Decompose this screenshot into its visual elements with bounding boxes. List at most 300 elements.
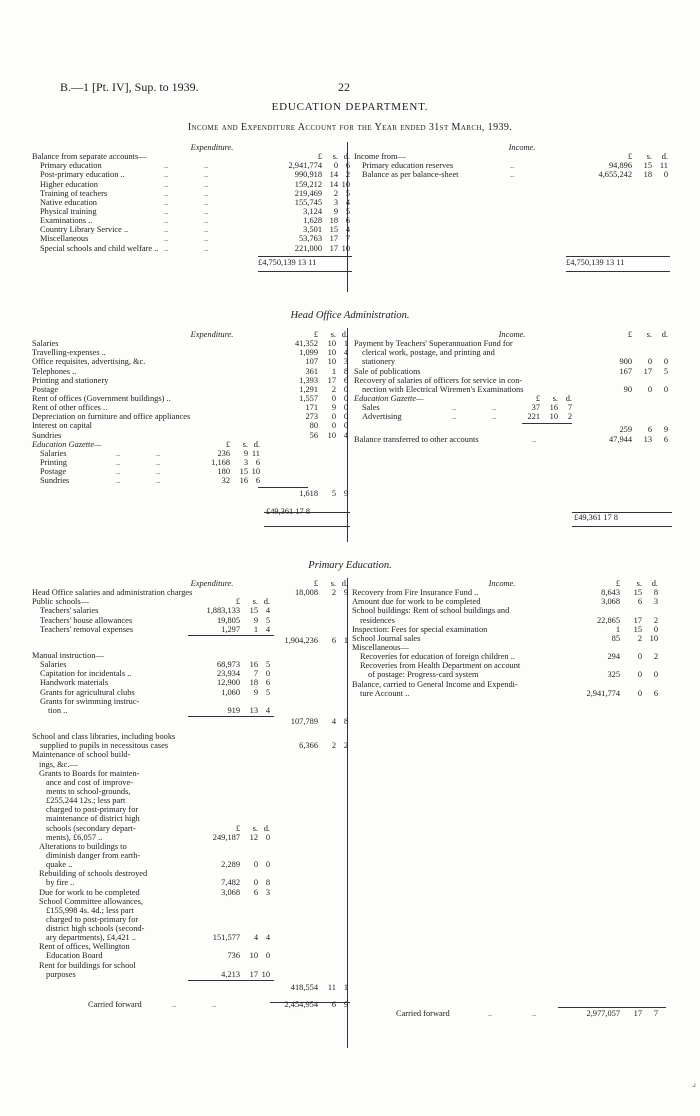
expenditure-label: Rent of other offices .. <box>32 403 108 413</box>
gazette-item-label: Postage <box>40 467 67 477</box>
dot-leader: .. <box>204 188 209 198</box>
rule-line <box>566 256 670 257</box>
amount-shillings: s. <box>330 330 336 339</box>
gazette-label-row <box>352 394 672 403</box>
amount-pence: 11 <box>251 448 260 458</box>
income-row <box>352 661 672 670</box>
income-text: Amount due for work to be completed <box>352 597 481 607</box>
dot-leader: .. <box>164 206 169 216</box>
dot-leader: .. <box>204 179 209 189</box>
amount-pence: d. <box>263 597 270 607</box>
dot-leader: .. <box>116 457 121 467</box>
amount-shillings: 15 <box>643 161 652 171</box>
amount-pence: 8 <box>265 878 270 888</box>
gazette-item-label: Printing <box>40 457 67 467</box>
amount-pence: 10 <box>261 969 270 979</box>
amount-pence: 5 <box>265 687 270 697</box>
gazette-label-row <box>32 440 352 449</box>
amount-pence: d. <box>341 579 348 588</box>
maintenance-row <box>32 787 347 796</box>
maintenance-text: Maintenance of school build- <box>32 750 131 760</box>
amount-pounds: 171 <box>305 403 318 413</box>
amount-shillings: 0 <box>331 421 336 431</box>
income-row <box>352 376 672 385</box>
amount-pounds: 3,124 <box>303 206 322 216</box>
expenditure-label: Sundries <box>32 430 62 440</box>
income-text: Miscellaneous— <box>352 642 409 652</box>
amount-pounds: 23,934 <box>216 669 240 679</box>
income-row <box>352 625 672 634</box>
amount-shillings: 3 <box>243 457 248 467</box>
amount-pence: d. <box>341 330 348 339</box>
amount-shillings: 15 <box>633 624 642 634</box>
head-office-income <box>352 330 672 525</box>
amount-pounds: 919 <box>227 705 240 715</box>
income-row <box>352 348 672 357</box>
maintenance-row <box>32 951 347 960</box>
income-total: £49,361 17 8 <box>574 513 618 523</box>
maintenance-row <box>32 915 347 924</box>
income-text: of postage: Progress-card system <box>368 670 479 680</box>
dot-leader: .. <box>164 161 169 171</box>
maintenance-text: by fire .. <box>46 878 75 888</box>
income-label: Primary education reserves <box>362 161 454 171</box>
maintenance-row <box>32 878 347 887</box>
heading-row <box>32 330 352 339</box>
amount-pounds: 249,187 <box>212 832 240 842</box>
maintenance-row <box>32 842 347 851</box>
amount-pounds: 4,655,242 <box>598 170 632 180</box>
amount-pounds: £ <box>627 152 632 162</box>
manual-label: Manual instruction— <box>32 650 104 660</box>
amount-pence: 8 <box>343 716 348 726</box>
rule-line <box>264 526 350 527</box>
dot-leader: .. <box>488 1009 493 1019</box>
gazette-row <box>32 467 352 476</box>
amount-pounds: 80 <box>309 421 318 431</box>
dot-leader: .. <box>156 476 161 486</box>
public-schools-label: Public schools— <box>32 597 89 607</box>
expenditure-label: Primary education <box>40 161 102 171</box>
amount-shillings: 15 <box>249 606 258 616</box>
amount-pounds: 7,482 <box>221 878 240 888</box>
expenditure-label: Interest on capital <box>32 421 92 431</box>
dot-leader: .. <box>164 225 169 235</box>
amount-shillings: 2 <box>331 384 336 394</box>
income-row <box>352 689 672 698</box>
account-row <box>32 189 672 198</box>
manual-item-label: Capitation for incidentals .. <box>40 669 132 679</box>
carried-forward-label: Carried forward <box>88 1000 142 1010</box>
amount-pounds: £ <box>313 579 318 588</box>
maintenance-text: School Committee allowances, <box>39 896 143 906</box>
amount-shillings: 0 <box>333 161 338 171</box>
amount-shillings: 10 <box>327 357 336 367</box>
income-intro: Income from— <box>354 152 406 162</box>
amount-shillings: 13 <box>643 434 652 444</box>
amount-shillings: 15 <box>633 588 642 598</box>
amount-pounds: 2,977,057 <box>586 1009 620 1019</box>
dot-leader: .. <box>532 434 537 444</box>
maintenance-row <box>32 750 347 759</box>
amount-pence: d. <box>565 393 572 403</box>
amount-pounds: 155,745 <box>294 197 322 207</box>
amount-shillings: 17 <box>249 969 258 979</box>
amount-pence: 4 <box>343 348 348 358</box>
amount-pounds: 294 <box>607 652 620 662</box>
account-row <box>32 216 672 225</box>
amount-shillings: 5 <box>331 489 336 499</box>
income-row <box>352 339 672 348</box>
expenditure-label: Miscellaneous <box>40 234 89 244</box>
rule-line <box>258 487 308 488</box>
amount-pounds: 1,297 <box>221 624 240 634</box>
expenditure-row <box>32 431 352 440</box>
public-school-label: Teachers' salaries <box>40 606 99 616</box>
manual-row <box>32 669 347 678</box>
public-schools-row <box>32 597 347 606</box>
amount-pounds: 53,763 <box>298 234 322 244</box>
amount-pence: 6 <box>343 375 348 385</box>
income-row <box>352 597 672 606</box>
carried-forward-label: Carried forward <box>396 1009 450 1019</box>
gazette-row <box>32 476 352 485</box>
amount-pounds: 1,618 <box>299 489 318 499</box>
maintenance-row <box>32 888 347 897</box>
maintenance-row <box>32 970 347 979</box>
amount-pence: 0 <box>265 669 270 679</box>
amount-pounds: 107 <box>305 357 318 367</box>
amount-shillings: 2 <box>331 741 336 751</box>
heading-row <box>32 143 672 152</box>
amount-shillings: 17 <box>633 615 642 625</box>
rule-line <box>558 1007 666 1008</box>
amount-pounds: 1,060 <box>221 687 240 697</box>
amount-pence: 2 <box>343 741 348 751</box>
expenditure-label: Office requisites, advertising, &c. <box>32 357 146 367</box>
amount-pounds: 159,212 <box>294 179 322 189</box>
amount-pounds: 68,973 <box>216 660 240 670</box>
amount-shillings: 2 <box>331 588 336 598</box>
amount-pounds: £ <box>627 330 632 339</box>
account-row <box>32 225 672 234</box>
amount-pence: 0 <box>265 951 270 961</box>
maintenance-text: Rent of offices, Wellington <box>39 942 130 952</box>
amount-shillings: 12 <box>249 832 258 842</box>
manual-item-label: Grants for swimming instruc- <box>40 696 140 706</box>
amount-pounds: 325 <box>607 670 620 680</box>
currency-row <box>32 152 672 161</box>
dot-leader: .. <box>510 161 515 171</box>
amount-shillings: s. <box>636 579 642 588</box>
expenditure-total: £49,361 17 8 <box>266 506 310 516</box>
balance-row <box>352 435 672 444</box>
carried-forward-row <box>352 1009 672 1018</box>
expenditure-label: Native education <box>40 197 97 207</box>
expenditure-label: Examinations .. <box>40 216 93 226</box>
income-text: Inspection: Fees for special examination <box>352 624 488 634</box>
manual-row <box>32 688 347 697</box>
maintenance-row <box>32 824 347 833</box>
library-text: supplied to pupils in necessitous cases <box>40 741 169 751</box>
maintenance-text: ance and cost of improve- <box>46 777 133 787</box>
amount-pence: 5 <box>663 366 668 376</box>
amount-shillings: 6 <box>647 425 652 435</box>
amount-shillings: 0 <box>647 384 652 394</box>
maintenance-text: ments), £6,057 .. <box>46 832 103 842</box>
maintenance-row <box>32 897 347 906</box>
expenditure-label: Telephones .. <box>32 366 77 376</box>
income-text: Recovery from Fire Insurance Fund .. <box>352 588 479 598</box>
total-row <box>32 258 672 270</box>
amount-shillings: 1 <box>253 624 258 634</box>
amount-shillings: 6 <box>253 887 258 897</box>
maintenance-text: Rent for buildings for school <box>39 960 136 970</box>
rule-line <box>188 980 274 981</box>
amount-shillings: s. <box>242 439 248 449</box>
amount-pounds: 273 <box>305 412 318 422</box>
amount-pounds: 12,900 <box>216 678 240 688</box>
document-title: EDUCATION DEPARTMENT. <box>271 101 429 113</box>
amount-pounds: 56 <box>309 430 318 440</box>
maintenance-text: ary departments), £4,421 .. <box>46 933 137 943</box>
library-row <box>32 741 347 750</box>
amount-pence: 10 <box>649 633 658 643</box>
amount-pence: 0 <box>343 403 348 413</box>
income-row <box>352 367 672 376</box>
amount-pence: 9 <box>663 425 668 435</box>
public-school-row <box>32 625 347 634</box>
maintenance-text: schools (secondary depart- <box>46 823 136 833</box>
amount-pence: 6 <box>265 678 270 688</box>
dot-leader: .. <box>492 412 497 422</box>
amount-pence: 6 <box>345 161 350 171</box>
amount-pence: 0 <box>343 412 348 422</box>
amount-pounds: £ <box>235 823 240 833</box>
income-heading: Income. <box>488 579 516 588</box>
public-school-row <box>32 616 347 625</box>
expenditure-row <box>32 394 352 403</box>
amount-shillings: 0 <box>331 412 336 422</box>
public-school-row <box>32 606 347 615</box>
heading-row <box>352 579 672 588</box>
amount-shillings: 0 <box>637 670 642 680</box>
public-school-label: Teachers' removal expenses <box>40 624 134 634</box>
amount-pence: 0 <box>343 421 348 431</box>
amount-shillings: 17 <box>329 234 338 244</box>
dot-leader: .. <box>204 206 209 216</box>
dot-leader: .. <box>204 225 209 235</box>
amount-shillings: 0 <box>637 688 642 698</box>
expenditure-row <box>32 412 352 421</box>
amount-pence: 0 <box>343 384 348 394</box>
manual-total-row <box>32 717 347 726</box>
amount-pounds: 6,366 <box>299 741 318 751</box>
amount-shillings: 6 <box>331 635 336 645</box>
amount-pence: 5 <box>265 615 270 625</box>
expenditure-row <box>32 367 352 376</box>
dot-leader: .. <box>204 170 209 180</box>
amount-pounds: 1,628 <box>303 216 322 226</box>
income-text: Sale of publications <box>354 366 421 376</box>
dot-leader: .. <box>452 412 457 422</box>
amount-pounds: 1,393 <box>299 375 318 385</box>
amount-pounds: 2,941,774 <box>288 161 322 171</box>
amount-shillings: 15 <box>329 225 338 235</box>
amount-shillings: s. <box>252 597 258 607</box>
amount-pence: 4 <box>345 225 350 235</box>
amount-pence: d. <box>263 823 270 833</box>
maintenance-text: £155,998 4s. 4d.; less part <box>46 905 134 915</box>
amount-pence: 1 <box>343 982 348 992</box>
total-row <box>352 513 672 525</box>
account-row <box>32 234 672 243</box>
amount-pounds: 2,289 <box>221 860 240 870</box>
amount-pounds: 107,789 <box>290 716 318 726</box>
maintenance-text: Education Board <box>46 951 103 961</box>
manual-item-label: Handwork materials <box>40 678 109 688</box>
income-row <box>352 680 672 689</box>
head-office-title: Head Office Administration. <box>290 310 410 321</box>
income-text: stationery <box>362 357 396 367</box>
income-text: School buildings: Rent of school buildings and <box>352 606 510 616</box>
amount-pence: d. <box>343 152 350 162</box>
maintenance-text: maintenance of district high <box>46 814 140 824</box>
amount-pence: 6 <box>653 688 658 698</box>
amount-shillings: 17 <box>329 243 338 253</box>
income-text: Balance, carried to General Income and Expendi- <box>352 679 518 689</box>
amount-shillings: 6 <box>637 597 642 607</box>
amount-pence: d. <box>651 579 658 588</box>
maintenance-text: Due for work to be completed <box>39 887 140 897</box>
manual-row <box>32 660 347 669</box>
heading-row <box>352 330 672 339</box>
income-row <box>352 634 672 643</box>
amount-pence: 4 <box>343 430 348 440</box>
amount-pence: 1 <box>343 339 348 349</box>
amount-pounds: 418,554 <box>290 982 318 992</box>
amount-pence: 10 <box>341 243 350 253</box>
amount-pence: 10 <box>251 467 260 477</box>
income-row <box>352 385 672 394</box>
expenditure-label: Post-primary education .. <box>40 170 125 180</box>
expenditure-row <box>32 348 352 357</box>
amount-pounds: 221 <box>527 412 540 422</box>
expenditure-label: Depreciation on furniture and office appliances <box>32 412 191 422</box>
amount-pence: 0 <box>265 860 270 870</box>
expenditure-label: Rent of offices (Government buildings) .. <box>32 393 171 403</box>
gazette-label: Education Gazette— <box>32 439 102 449</box>
amount-shillings: 10 <box>327 430 336 440</box>
amount-shillings: 0 <box>637 652 642 662</box>
amount-pence: d. <box>661 330 668 339</box>
gazette-item-label: Salaries <box>40 448 67 458</box>
account-row <box>32 180 672 189</box>
expenditure-row <box>32 421 352 430</box>
amount-shillings: 17 <box>327 375 336 385</box>
rule-line <box>258 256 352 257</box>
dot-leader: .. <box>492 403 497 413</box>
maintenance-row <box>32 805 347 814</box>
spacer <box>32 499 352 507</box>
amount-shillings: 17 <box>643 366 652 376</box>
income-text: Recoveries for education of foreign children .. <box>360 652 515 662</box>
public-school-label: Teachers' house allowances <box>40 615 133 625</box>
spacer <box>32 992 347 1000</box>
amount-pounds: £ <box>225 439 230 449</box>
amount-pence: 0 <box>663 384 668 394</box>
maintenance-text: quake .. <box>46 860 73 870</box>
amount-shillings: 0 <box>331 393 336 403</box>
dot-leader: .. <box>532 1009 537 1019</box>
rule-line <box>566 271 670 272</box>
manual-row <box>32 678 347 687</box>
amount-shillings: 10 <box>327 339 336 349</box>
dot-leader: .. <box>156 448 161 458</box>
dot-leader: .. <box>204 197 209 207</box>
amount-shillings: 16 <box>249 660 258 670</box>
amount-pounds: £ <box>535 393 540 403</box>
amount-shillings: 0 <box>253 860 258 870</box>
amount-shillings: 9 <box>253 615 258 625</box>
expenditure-heading: Expenditure. <box>190 330 234 339</box>
amount-pounds: £ <box>235 597 240 607</box>
expenditure-label: Postage <box>32 384 59 394</box>
dot-leader: .. <box>212 1000 217 1010</box>
maintenance-row <box>32 851 347 860</box>
maintenance-text: Grants to Boards for mainten- <box>39 768 140 778</box>
amount-shillings: 4 <box>253 933 258 943</box>
income-text: Recoveries from Health Department on account <box>360 661 521 671</box>
expenditure-label: Training of teachers <box>40 188 108 198</box>
amount-pounds: 3,501 <box>303 225 322 235</box>
amount-pounds: 1,291 <box>299 384 318 394</box>
income-gazette-item: Advertising <box>362 412 402 422</box>
dot-leader: .. <box>164 170 169 180</box>
maintenance-row <box>32 924 347 933</box>
income-row <box>352 606 672 615</box>
amount-shillings: 3 <box>333 197 338 207</box>
maintenance-row <box>32 760 347 769</box>
carried-forward-row <box>32 1000 347 1009</box>
income-gazette-row <box>352 412 672 421</box>
maintenance-row <box>32 833 347 842</box>
amount-pence: 3 <box>343 357 348 367</box>
amount-pence: 7 <box>567 403 572 413</box>
amount-shillings: 0 <box>647 357 652 367</box>
primary-income <box>352 579 672 1018</box>
dot-leader: .. <box>204 234 209 244</box>
amount-pence: 6 <box>345 216 350 226</box>
amount-pounds: 180 <box>217 467 230 477</box>
amount-pence: 6 <box>255 476 260 486</box>
manual-item-label: Salaries <box>40 660 67 670</box>
manual-label-row <box>32 651 347 660</box>
dot-leader: .. <box>116 467 121 477</box>
library-text: School and class libraries, including books <box>32 732 176 742</box>
income-total: £4,750,139 13 11 <box>566 257 625 267</box>
amount-shillings: 4 <box>331 716 336 726</box>
income-row <box>352 616 672 625</box>
amount-pence: 0 <box>653 624 658 634</box>
amount-pence: 2 <box>567 412 572 422</box>
amount-shillings: 2 <box>637 633 642 643</box>
amount-pence: 2 <box>345 170 350 180</box>
corner-mark: ⌟ <box>691 1078 696 1088</box>
expenditure-row <box>32 376 352 385</box>
dot-leader: .. <box>116 448 121 458</box>
amount-pounds: 90 <box>623 384 632 394</box>
